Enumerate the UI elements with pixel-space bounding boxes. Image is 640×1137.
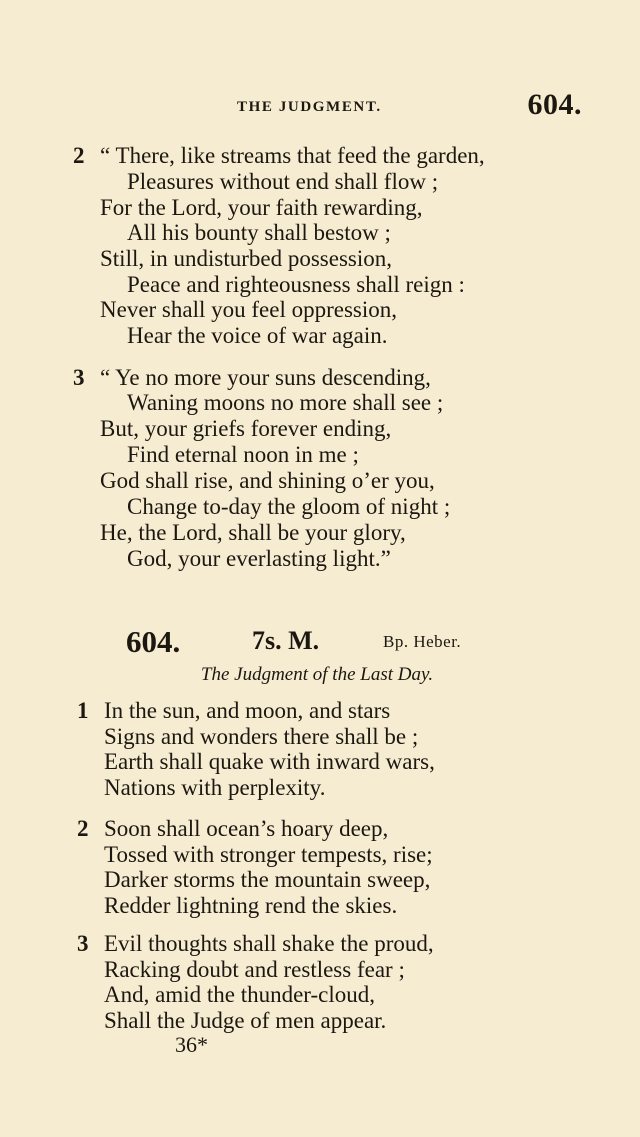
page-number: 604. (527, 88, 582, 121)
verse-line: All his bounty shall bestow ; (127, 220, 391, 245)
stanza-number: 2 (73, 143, 85, 168)
verse-line: Racking doubt and restless fear ; (104, 957, 405, 982)
running-head (0, 88, 640, 124)
running-title: THE JUDGMENT. (237, 99, 382, 115)
hymn-author: Bp. Heber. (383, 632, 462, 651)
verse-line: He, the Lord, shall be your glory, (100, 520, 406, 545)
stanza-number: 2 (77, 816, 89, 841)
stanza-number: 1 (77, 698, 89, 723)
verse-line: Signs and wonders there shall be ; (104, 724, 419, 749)
verse-line: “ There, like streams that feed the garden, (100, 143, 485, 168)
verse-line: Still, in undisturbed possession, (100, 246, 392, 271)
verse-line: Hear the voice of war again. (127, 323, 388, 348)
hymn-number: 604. (126, 624, 181, 659)
hymn-title-text: The Judgment of the Last Day. (200, 664, 434, 685)
stanza-number: 3 (77, 931, 89, 956)
verse-line: And, amid the thunder-cloud, (104, 982, 376, 1007)
hymn-header (0, 624, 640, 660)
hymn-title (0, 664, 640, 686)
verse-line: Earth shall quake with inward wars, (104, 749, 435, 774)
verse-line: Nations with perplexity. (104, 775, 326, 800)
hymn-meter: 7s. M. (252, 626, 320, 655)
verse-line: For the Lord, your faith rewarding, (100, 195, 423, 220)
verse-line: Peace and righteousness shall reign : (127, 272, 465, 297)
verse-line: Tossed with stronger tempests, rise; (104, 842, 433, 867)
signature-mark: 36* (175, 1032, 208, 1057)
verse-line: Change to-day the gloom of night ; (127, 494, 451, 519)
verse-line: Shall the Judge of men appear. (104, 1008, 387, 1033)
verse-line: God shall rise, and shining o’er you, (100, 468, 435, 493)
stanza-number: 3 (73, 365, 85, 390)
verse-line: Redder lightning rend the skies. (104, 893, 398, 918)
verse-line: Darker storms the mountain sweep, (104, 867, 431, 892)
verse-line: Pleasures without end shall flow ; (127, 169, 439, 194)
verse-line: Evil thoughts shall shake the proud, (104, 931, 434, 956)
verse-line: In the sun, and moon, and stars (104, 698, 391, 723)
verse-line: Soon shall ocean’s hoary deep, (104, 816, 389, 841)
verse-line: God, your everlasting light.” (127, 546, 391, 571)
verse-line: “ Ye no more your suns descending, (100, 365, 431, 390)
verse-line: Waning moons no more shall see ; (127, 390, 444, 415)
verse-line: But, your griefs forever ending, (100, 416, 392, 441)
verse-line: Never shall you feel oppression, (100, 297, 398, 322)
verse-line: Find eternal noon in me ; (127, 442, 359, 467)
